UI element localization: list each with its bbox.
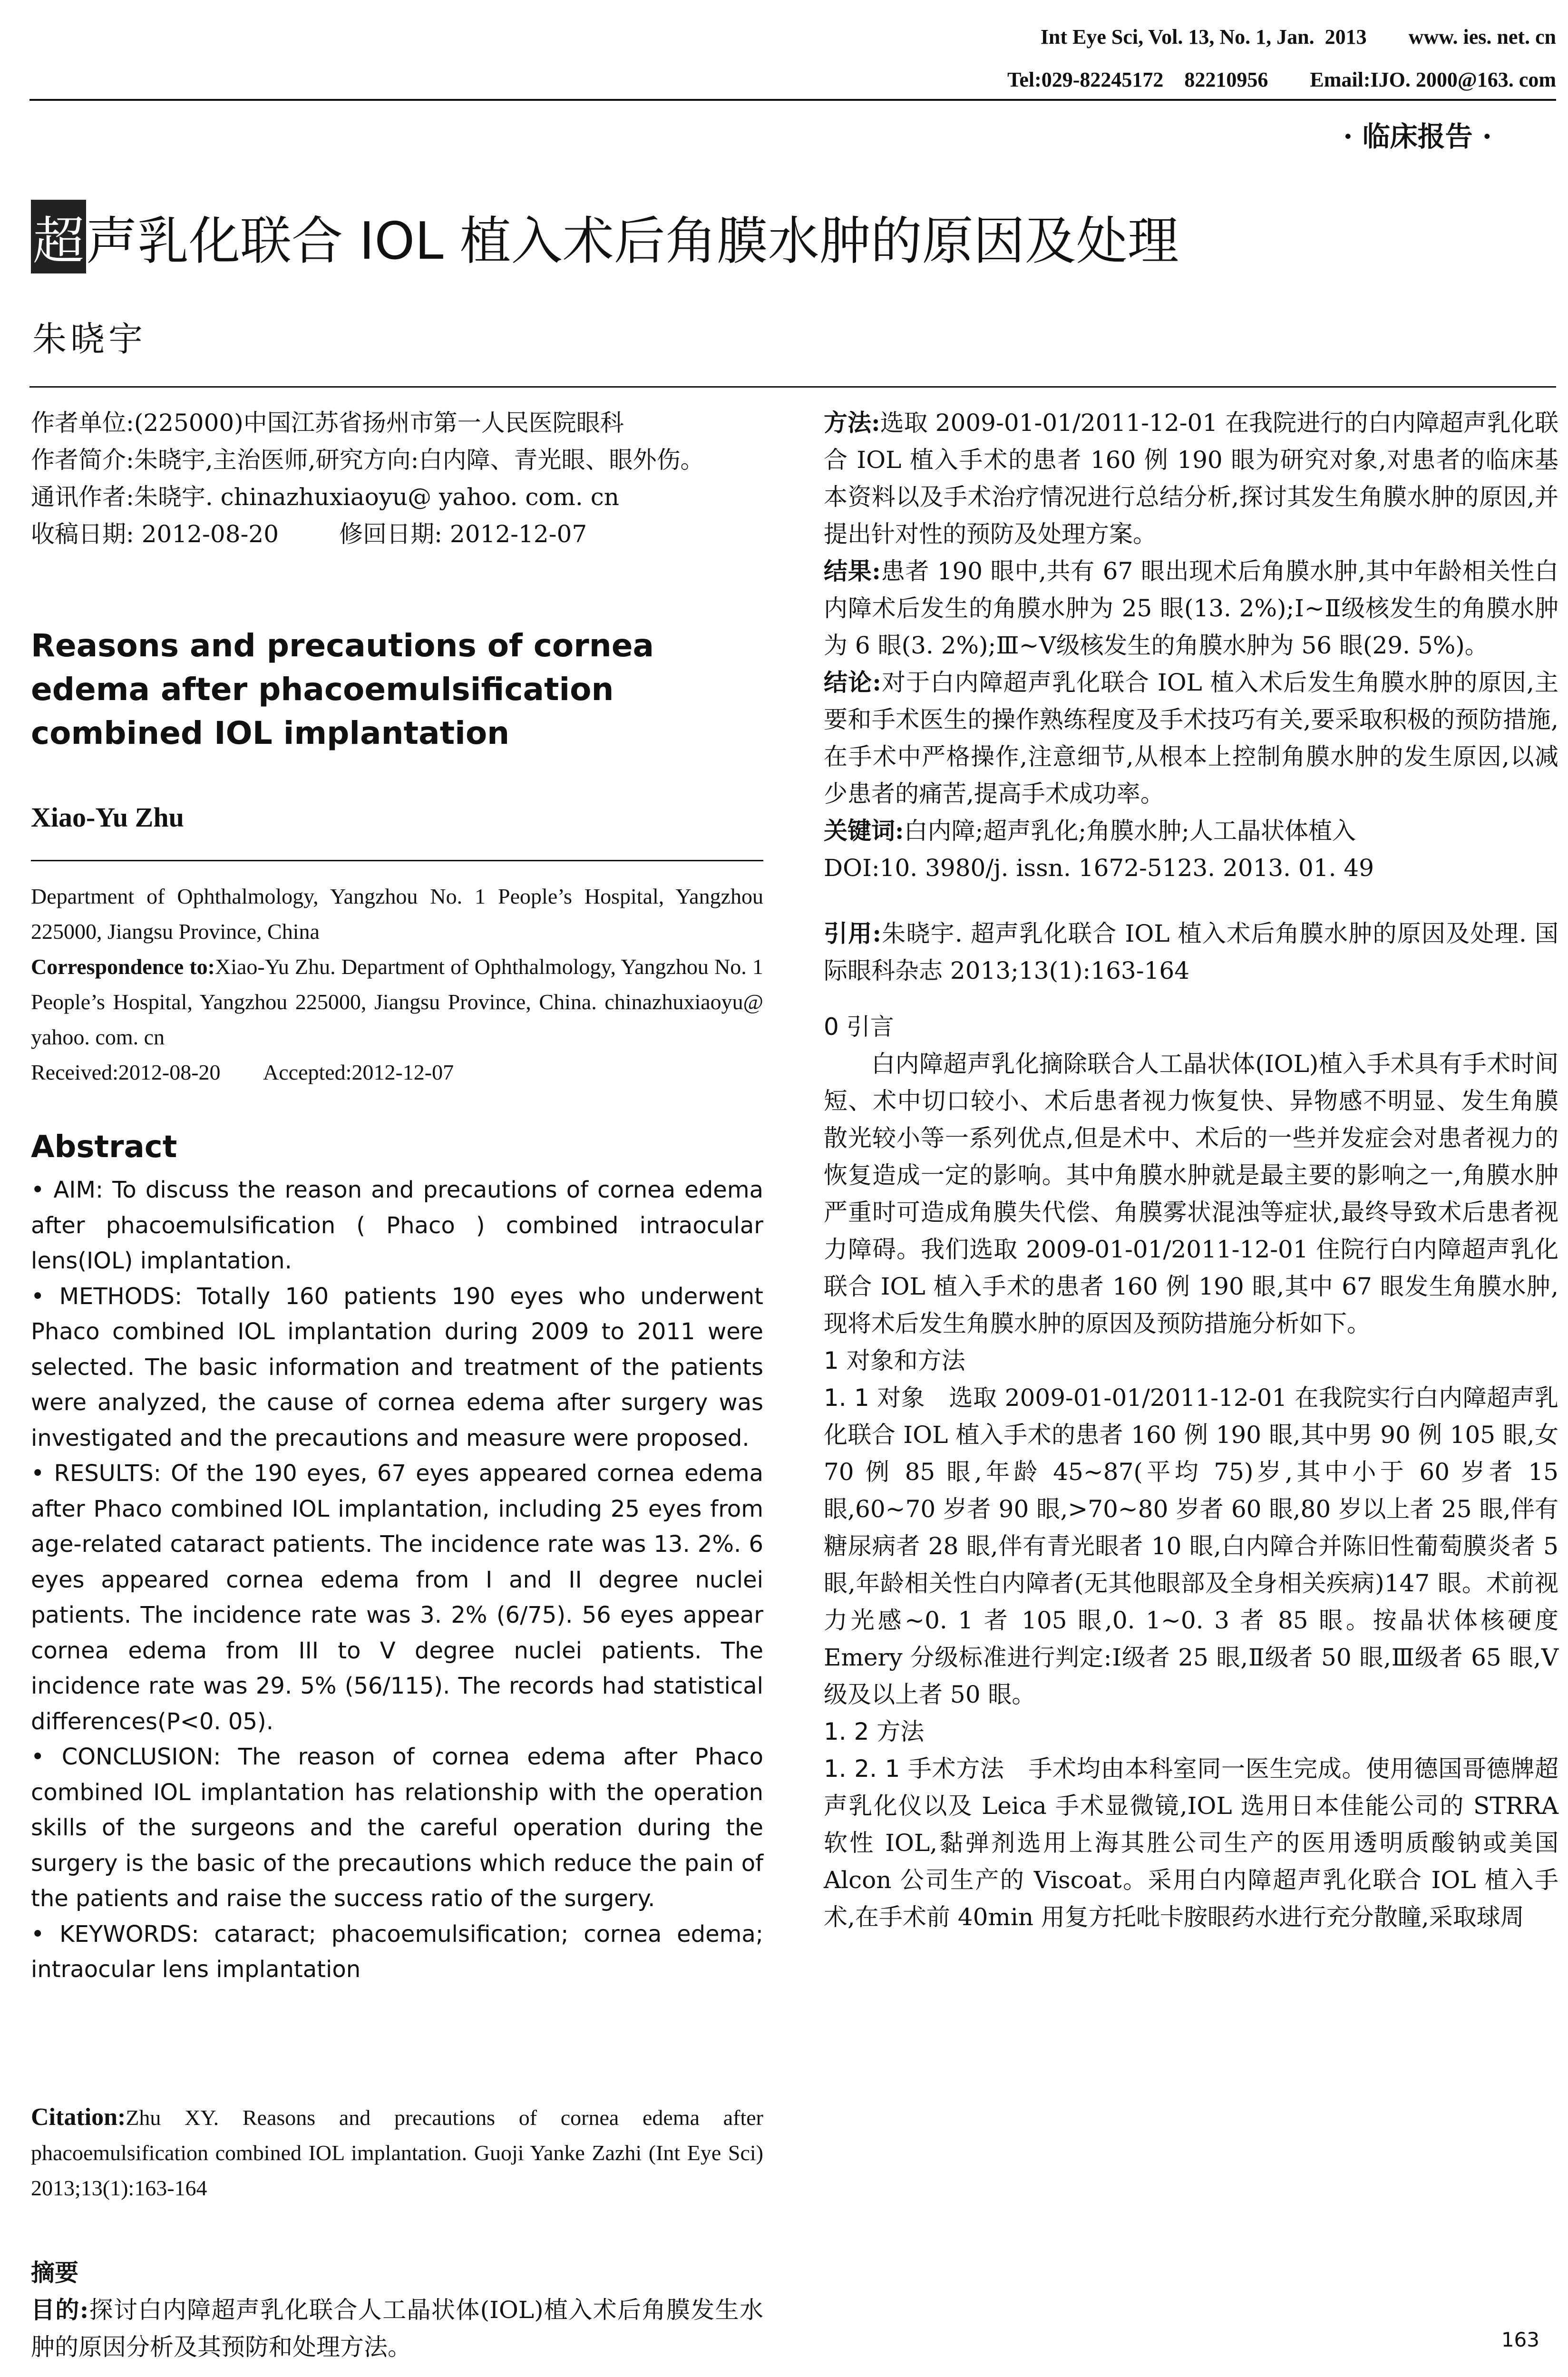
- cn-abstract-heading: 摘要: [31, 2259, 78, 2287]
- cn-keywords-label: 关键词:: [824, 817, 904, 845]
- cn-results-label: 结果:: [824, 557, 881, 585]
- dates-cn: 收稿日期: 2012-08-20 修回日期: 2012-12-07: [31, 520, 587, 548]
- cn-methods-text: 选取 2009-01-01/2011-12-01 在我院进行的白内障超声乳化联合 IOL 植入手术的患者 160 例 190 眼为研究对象,对患者的临床基本资料以及手术治疗情况进行总结分析,探讨其发生角膜水肿的原因,并提出针对性的预防及处理方案。: [824, 409, 1558, 548]
- cn-results-text: 患者 190 眼中,共有 67 眼出现术后角膜水肿,其中年龄相关性白内障术后发生的角膜水肿为 25 眼(13. 2%);Ⅰ~Ⅱ级核发生的角膜水肿为 6 眼(3. 2%);Ⅲ~Ⅴ级核发生的角膜水肿为 56 眼(29. 5%)。: [824, 557, 1558, 659]
- cn-conclusion: [824, 664, 1558, 812]
- intro-text: 白内障超声乳化摘除联合人工晶状体(IOL)植入手术具有手术时间短、术中切口较小、术后患者视力恢复快、异物感不明显、发生角膜散光较小等一系列优点,但是术中、术后的一些并发症会对患者视力的恢复造成一定的影响。其中角膜水肿就是最主要的影响之一,角膜水肿严重时可造成角膜失代偿、角膜雾状混浊等症状,最终导致术后患者视力障碍。我们选取 2009-01-01/2011-12-01 住院行白内障超声乳化联合 IOL 植入手术的患者 160 例 190 眼,其中 67 眼发生角膜水肿,现将术后发生角膜水肿的原因及预防措施分析如下。: [824, 1050, 1558, 1337]
- english-affiliation: [31, 879, 763, 1090]
- header-divider: [29, 99, 1556, 101]
- correspondence-cn: 通讯作者:朱晓宇. chinazhuxiaoyu@ yahoo. com. cn: [31, 483, 619, 511]
- section-1-2-1-text: 手术均由本科室同一医生完成。使用德国哥德牌超声乳化仪以及 Leica 手术显微镜,IOL 选用日本佳能公司的 STRRA 软性 IOL,黏弹剂选用上海其胜公司生产的医用透明质酸钠或美国 Alcon 公司生产的 Viscoat。采用白内障超声乳化联合 IOL 植入手术,在手术前 40min 用复方托吡卡胺眼药水进行充分散瞳,采取球周: [824, 1755, 1559, 1931]
- cn-methods: [824, 404, 1558, 553]
- section-1-2-1: [824, 1750, 1558, 1936]
- cn-keywords: [824, 812, 1558, 849]
- journal-header-line2: Tel:029-82245172 82210956 Email:IJO. 2000@163. com: [1007, 68, 1556, 91]
- title-rest: 声乳化联合 IOL 植入术后角膜水肿的原因及处理: [86, 212, 1179, 271]
- english-author-divider: [31, 860, 763, 861]
- abstract-methods: • METHODS: Totally 160 patients 190 eyes who underwent Phaco combined IOL implantation during 2009 to 2011 were selected. The basic information and treatment of the patients were analyzed, the cause of cornea edema after surgery was investigated and the precautions and measure were proposed.: [31, 1283, 763, 1452]
- cn-conclusion-label: 结论:: [824, 668, 881, 696]
- department: Department of Ophthalmology, Yangzhou No. 1 People’s Hospital, Yangzhou 225000, Jiangsu Province, China: [31, 884, 763, 944]
- english-title: Reasons and precautions of cornea edema after phacoemulsification combined IOL implantation: [31, 627, 654, 751]
- section-1-2-1-label: 1. 2. 1 手术方法: [824, 1755, 1004, 1783]
- author-name-cn: 朱晓宇: [32, 319, 147, 359]
- citation-en: [31, 2100, 763, 2206]
- article-title: [31, 200, 1179, 273]
- author-unit: 作者单位:(225000)中国江苏省扬州市第一人民医院眼科: [31, 409, 624, 437]
- page-number: 163: [1501, 2328, 1539, 2351]
- abstract-conclusion: • CONCLUSION: The reason of cornea edema after Phaco combined IOL implantation has relationship with the operation skills of the surgeons and the careful operation during the surgery is the basic of the precautions which reduce the pain of the patients and raise the success ratio of the surgery.: [31, 1744, 763, 1912]
- section1-heading: 1 对象和方法: [824, 1347, 965, 1374]
- cn-aim-label: 目的:: [31, 2296, 89, 2324]
- title-first-char: 超: [31, 200, 86, 273]
- cn-author-info: [31, 404, 763, 553]
- cn-conclusion-text: 对于白内障超声乳化联合 IOL 植入术后发生角膜水肿的原因,主要和手术医生的操作熟练程度及手术技巧有关,要采取积极的预防措施,在手术中严格操作,注意细节,从根本上控制角膜水肿的发生原因,以减少患者的痛苦,提高手术成功率。: [824, 669, 1559, 808]
- cn-keywords-text: 白内障;超声乳化;角膜水肿;人工晶状体植入: [904, 817, 1356, 845]
- english-author: Xiao-Yu Zhu: [31, 802, 184, 833]
- section-1-1-label: 1. 1 对象: [824, 1384, 925, 1412]
- abstract-heading: Abstract: [31, 1130, 177, 1165]
- cn-methods-label: 方法:: [824, 409, 880, 437]
- cn-aim-text: 探讨白内障超声乳化联合人工晶状体(IOL)植入术后角膜发生水肿的原因分析及其预防和处理方法。: [31, 2296, 763, 2361]
- english-abstract: [31, 1172, 763, 1987]
- cn-abstract-body: [824, 404, 1558, 1936]
- cn-citation: [824, 915, 1558, 989]
- correspondence-en: [31, 949, 763, 1055]
- doi: DOI:10. 3980/j. issn. 1672-5123. 2013. 01. 49: [824, 854, 1374, 882]
- cn-citation-text: 朱晓宇. 超声乳化联合 IOL 植入术后角膜水肿的原因及处理. 国际眼科杂志 2013;13(1):163-164: [824, 920, 1558, 984]
- journal-header-line1: Int Eye Sci, Vol. 13, No. 1, Jan. 2013 www. ies. net. cn: [1040, 25, 1556, 49]
- section-1-1-text: 选取 2009-01-01/2011-12-01 在我院实行白内障超声乳化联合 IOL 植入手术的患者 160 例 190 眼,其中男 90 例 105 眼,女 70 例 85 眼,年龄 45~87(平均 75)岁,其中小于 60 岁者 15 眼,60~70 岁者 90 眼,>70~80 岁者 60 眼,80 岁以上者 25 眼,伴有糖尿病者 28 眼,伴有青光眼者 10 眼,白内障合并陈旧性葡萄膜炎者 5 眼,年龄相关性白内障者(无其他眼部及全身相关疾病)147 眼。术前视力光感~0. 1 者 105 眼,0. 1~0. 3 者 85 眼。按晶状体核硬度 Emery 分级标准进行判定:Ⅰ级者 25 眼,Ⅱ级者 50 眼,Ⅲ级者 65 眼,Ⅴ级及以上者 50 眼。: [824, 1384, 1558, 1708]
- abstract-aim: • AIM: To discuss the reason and precautions of cornea edema after phacoemulsification ( Phaco ) combined intraocular lens(IOL) implantation.: [31, 1177, 763, 1274]
- abstract-results: • RESULTS: Of the 190 eyes, 67 eyes appeared cornea edema after Phaco combined IOL implantation, including 25 eyes from age-related cataract patients. The incidence rate was 13. 2%. 6 eyes appeared cornea edema from I and II degree nuclei patients. The incidence rate was 3. 2% (6/75). 56 eyes appear cornea edema from III to V degree nuclei patients. The incidence rate was 29. 5% (56/115). The records had statistical differences(P<0. 05).: [31, 1460, 763, 1735]
- citation-label: Citation:: [31, 2104, 126, 2131]
- section-tag: · 临床报告 ·: [1343, 120, 1492, 153]
- title-divider: [29, 386, 1556, 388]
- intro-heading: 0 引言: [824, 1013, 894, 1041]
- author-intro: 作者简介:朱晓宇,主治医师,研究方向:白内障、青光眼、眼外伤。: [31, 446, 704, 474]
- correspondence-label: Correspondence to:: [31, 955, 215, 979]
- abstract-keywords: • KEYWORDS: cataract; phacoemulsification; cornea edema; intraocular lens implantation: [31, 1920, 763, 1983]
- correspondence-text: Xiao-Yu Zhu. Department of Ophthalmology, Yangzhou No. 1 People’s Hospital, Yangzhou 225000, Jiangsu Province, China. chinazhuxiaoyu@ yahoo. com. cn: [31, 955, 763, 1049]
- cn-citation-label: 引用:: [824, 919, 881, 947]
- received-accepted: Received:2012-08-20 Accepted:2012-12-07: [31, 1060, 454, 1084]
- citation-text: Zhu XY. Reasons and precautions of cornea edema after phacoemulsification combined IOL implantation. Guoji Yanke Zazhi (Int Eye Sci) 2013;13(1):163-164: [31, 2105, 763, 2200]
- section-1-1: [824, 1379, 1558, 1713]
- cn-results: [824, 553, 1558, 664]
- section-1-2-heading: 1. 2 方法: [824, 1718, 925, 1745]
- cn-abstract-aim-start: [31, 2291, 763, 2366]
